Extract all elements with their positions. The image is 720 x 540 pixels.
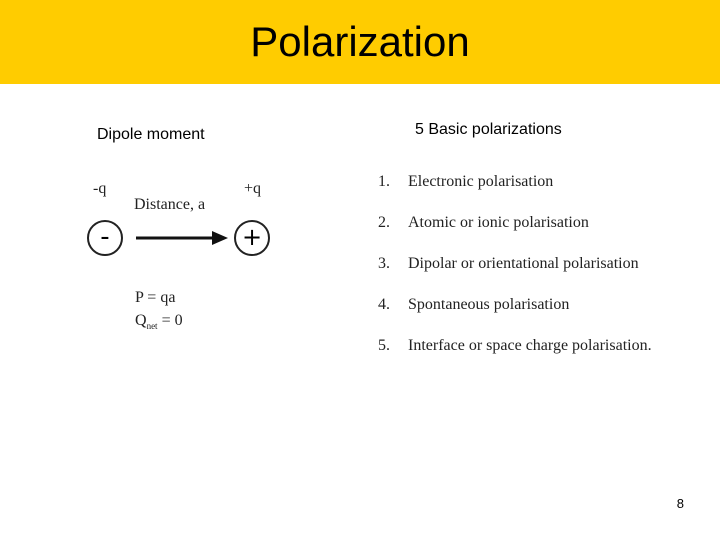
negative-charge-circle xyxy=(87,220,123,256)
positive-charge-circle xyxy=(234,220,270,256)
item-text: Atomic or ionic polarisation xyxy=(408,214,589,231)
item-text: Dipolar or orientational polarisation xyxy=(408,255,639,272)
item-number: 4. xyxy=(378,296,390,313)
list-item xyxy=(378,250,652,291)
net-charge-equation xyxy=(135,312,183,331)
negative-charge-label: -q xyxy=(93,180,107,197)
item-text: Interface or space charge polarisation. xyxy=(408,337,652,354)
net-charge-symbol: Q xyxy=(135,312,147,329)
minus-sign: - xyxy=(100,222,110,252)
polarization-list xyxy=(378,168,652,373)
positive-charge-label: +q xyxy=(244,180,262,197)
arrow-right-icon xyxy=(134,228,230,248)
item-number: 2. xyxy=(378,214,390,231)
item-number: 1. xyxy=(378,173,390,190)
dipole-equation: P = qa xyxy=(135,289,176,306)
dipole-moment-heading: Dipole moment xyxy=(97,126,205,143)
list-item xyxy=(378,332,652,373)
item-number: 5. xyxy=(378,337,390,354)
list-item xyxy=(378,209,652,250)
basic-polarizations-heading: 5 Basic polarizations xyxy=(415,121,562,138)
list-item xyxy=(378,168,652,209)
dipole-diagram xyxy=(84,176,284,336)
plus-sign: + xyxy=(241,223,263,251)
net-charge-value: = 0 xyxy=(161,312,183,329)
net-charge-subscript: net xyxy=(146,321,158,332)
item-number: 3. xyxy=(378,255,390,272)
item-text: Electronic polarisation xyxy=(408,173,554,190)
distance-label: Distance, a xyxy=(134,196,206,213)
item-text: Spontaneous polarisation xyxy=(408,296,570,313)
list-item xyxy=(378,291,652,332)
slide-title: Polarization xyxy=(250,18,470,65)
page-number: 8 xyxy=(676,496,684,511)
title-bar xyxy=(0,0,720,84)
